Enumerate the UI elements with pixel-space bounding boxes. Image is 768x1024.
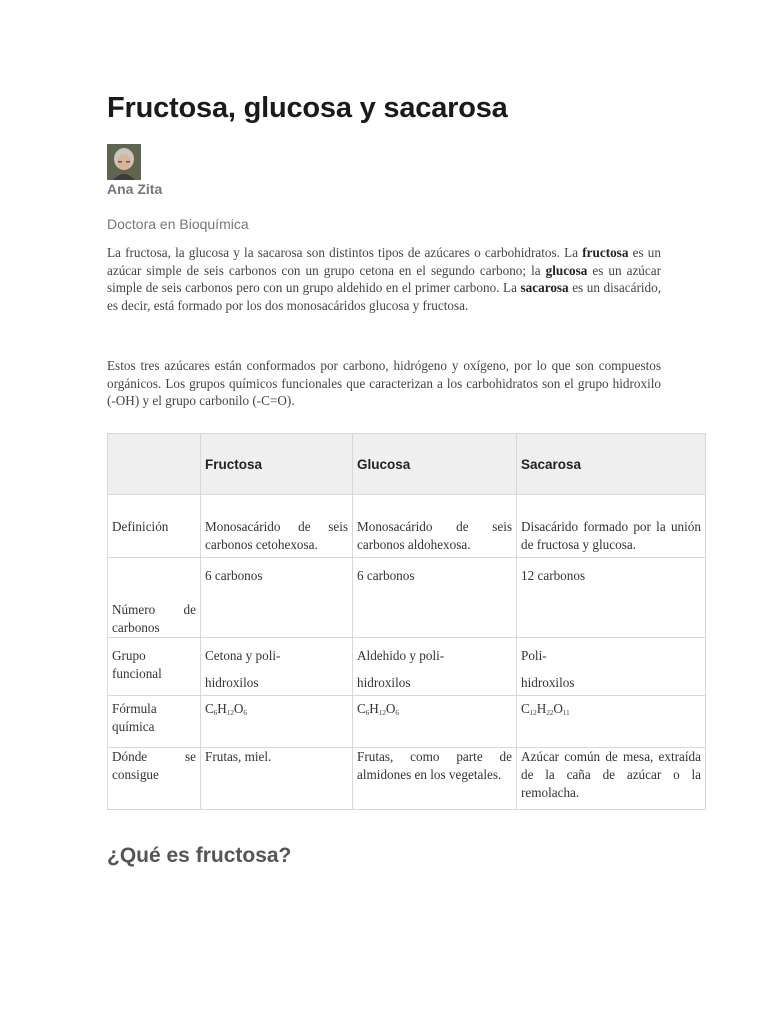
cell-line: hidroxilos bbox=[357, 675, 411, 690]
table-cell: Disacárido formado por la unión de fructosa y glucosa. bbox=[517, 495, 706, 558]
label-text: Dónde se consigue bbox=[112, 749, 196, 782]
subscript: 6 bbox=[213, 709, 218, 717]
table-cell: Azúcar común de mesa, extraída de la caña de azúcar o la remolacha. bbox=[517, 748, 706, 810]
author-avatar[interactable] bbox=[107, 144, 141, 180]
table-cell bbox=[517, 638, 706, 696]
subscript: 12 bbox=[529, 709, 537, 717]
table-cell bbox=[201, 638, 353, 696]
table-cell: 6 carbonos bbox=[201, 558, 353, 638]
bold-term: fructosa bbox=[582, 245, 629, 260]
text: es un azúcar simple de seis carbonos pero con un grupo aldehido en el primer carbono. La bbox=[107, 262, 661, 296]
cell-line: Cetona y poli- bbox=[205, 648, 281, 663]
element-symbol: O bbox=[553, 701, 563, 716]
row-label bbox=[108, 558, 201, 638]
subscript: 6 bbox=[243, 709, 247, 717]
subscript: 12 bbox=[378, 709, 386, 717]
element-symbol: H bbox=[536, 701, 547, 716]
label-text: Número de carbonos bbox=[112, 602, 196, 635]
table-row bbox=[108, 638, 706, 696]
table-row bbox=[108, 696, 706, 748]
bold-term: sacarosa bbox=[520, 280, 569, 296]
element-symbol: C bbox=[521, 701, 530, 716]
table-cell: 12 carbonos bbox=[517, 558, 706, 638]
header-cell: Glucosa bbox=[353, 434, 517, 495]
formula-cell bbox=[353, 696, 517, 748]
element-symbol: C bbox=[357, 701, 366, 716]
element-symbol: H bbox=[217, 701, 227, 716]
label-text: Grupo funcional bbox=[112, 648, 162, 681]
cell-line: hidroxilos bbox=[205, 675, 259, 690]
row-label bbox=[108, 748, 201, 810]
table-cell: Monosacárido de seis carbonos cetohexosa. bbox=[201, 495, 353, 558]
table-header-row bbox=[108, 434, 706, 495]
subscript: 6 bbox=[365, 709, 370, 717]
author-name[interactable]: Ana Zita bbox=[107, 181, 163, 197]
header-cell: Fructosa bbox=[201, 434, 353, 495]
table-cell: 6 carbonos bbox=[353, 558, 517, 638]
table-cell: Monosacárido de seis carbonos aldohexosa. bbox=[353, 495, 517, 558]
row-label bbox=[108, 638, 201, 696]
subscript: 11 bbox=[562, 709, 570, 717]
text: La fructosa, la glucosa y la sacarosa son distintos tipos de azúcares o carbohidratos. La bbox=[107, 245, 583, 260]
row-label bbox=[108, 495, 201, 558]
label-text: Definición bbox=[112, 519, 169, 534]
text: es un azúcar simple de seis carbonos con un grupo cetona en el segundo carbono; la bbox=[107, 245, 661, 278]
author-role: Doctora en Bioquímica bbox=[107, 216, 249, 232]
element-symbol: H bbox=[369, 701, 379, 716]
cell-line: Poli- bbox=[521, 648, 547, 663]
composition-paragraph: Estos tres azúcares están conformados por carbono, hidrógeno y oxígeno, por lo que son compuestos orgánicos. Los grupos químicos funcionales que caracterizan a los carbohidratos son el grupo hidroxilo (-OH) y el grupo carbonilo (-C=O). bbox=[107, 358, 661, 409]
cell-line: Aldehido y poli- bbox=[357, 648, 445, 663]
label-text: Fórmula química bbox=[112, 701, 157, 734]
author-photo-icon bbox=[107, 144, 141, 180]
row-label bbox=[108, 696, 201, 748]
header-cell: Sacarosa bbox=[517, 434, 706, 495]
formula-cell bbox=[517, 696, 706, 748]
formula-cell bbox=[201, 696, 353, 748]
table-cell bbox=[353, 638, 517, 696]
subscript: 6 bbox=[395, 709, 399, 717]
comparison-table bbox=[107, 433, 706, 810]
table-cell: Frutas, miel. bbox=[201, 748, 353, 810]
table-row bbox=[108, 495, 706, 558]
header-cell bbox=[108, 434, 201, 495]
bold-term: glucosa bbox=[545, 262, 588, 278]
element-symbol: O bbox=[233, 701, 244, 716]
subscript: 12 bbox=[226, 709, 234, 717]
section-heading: ¿Qué es fructosa? bbox=[107, 844, 292, 867]
table-cell: Frutas, como parte de almidones en los vegetales. bbox=[353, 748, 517, 810]
page-title: Fructosa, glucosa y sacarosa bbox=[107, 92, 508, 124]
table-row bbox=[108, 558, 706, 638]
subscript: 22 bbox=[546, 709, 554, 717]
element-symbol: O bbox=[385, 701, 396, 716]
cell-line: hidroxilos bbox=[521, 675, 575, 690]
text: es un disacárido, es decir, está formado por los dos monosacáridos glucosa y fructosa. bbox=[107, 280, 661, 313]
intro-paragraph bbox=[107, 244, 661, 314]
element-symbol: C bbox=[205, 701, 214, 716]
table-row bbox=[108, 748, 706, 810]
